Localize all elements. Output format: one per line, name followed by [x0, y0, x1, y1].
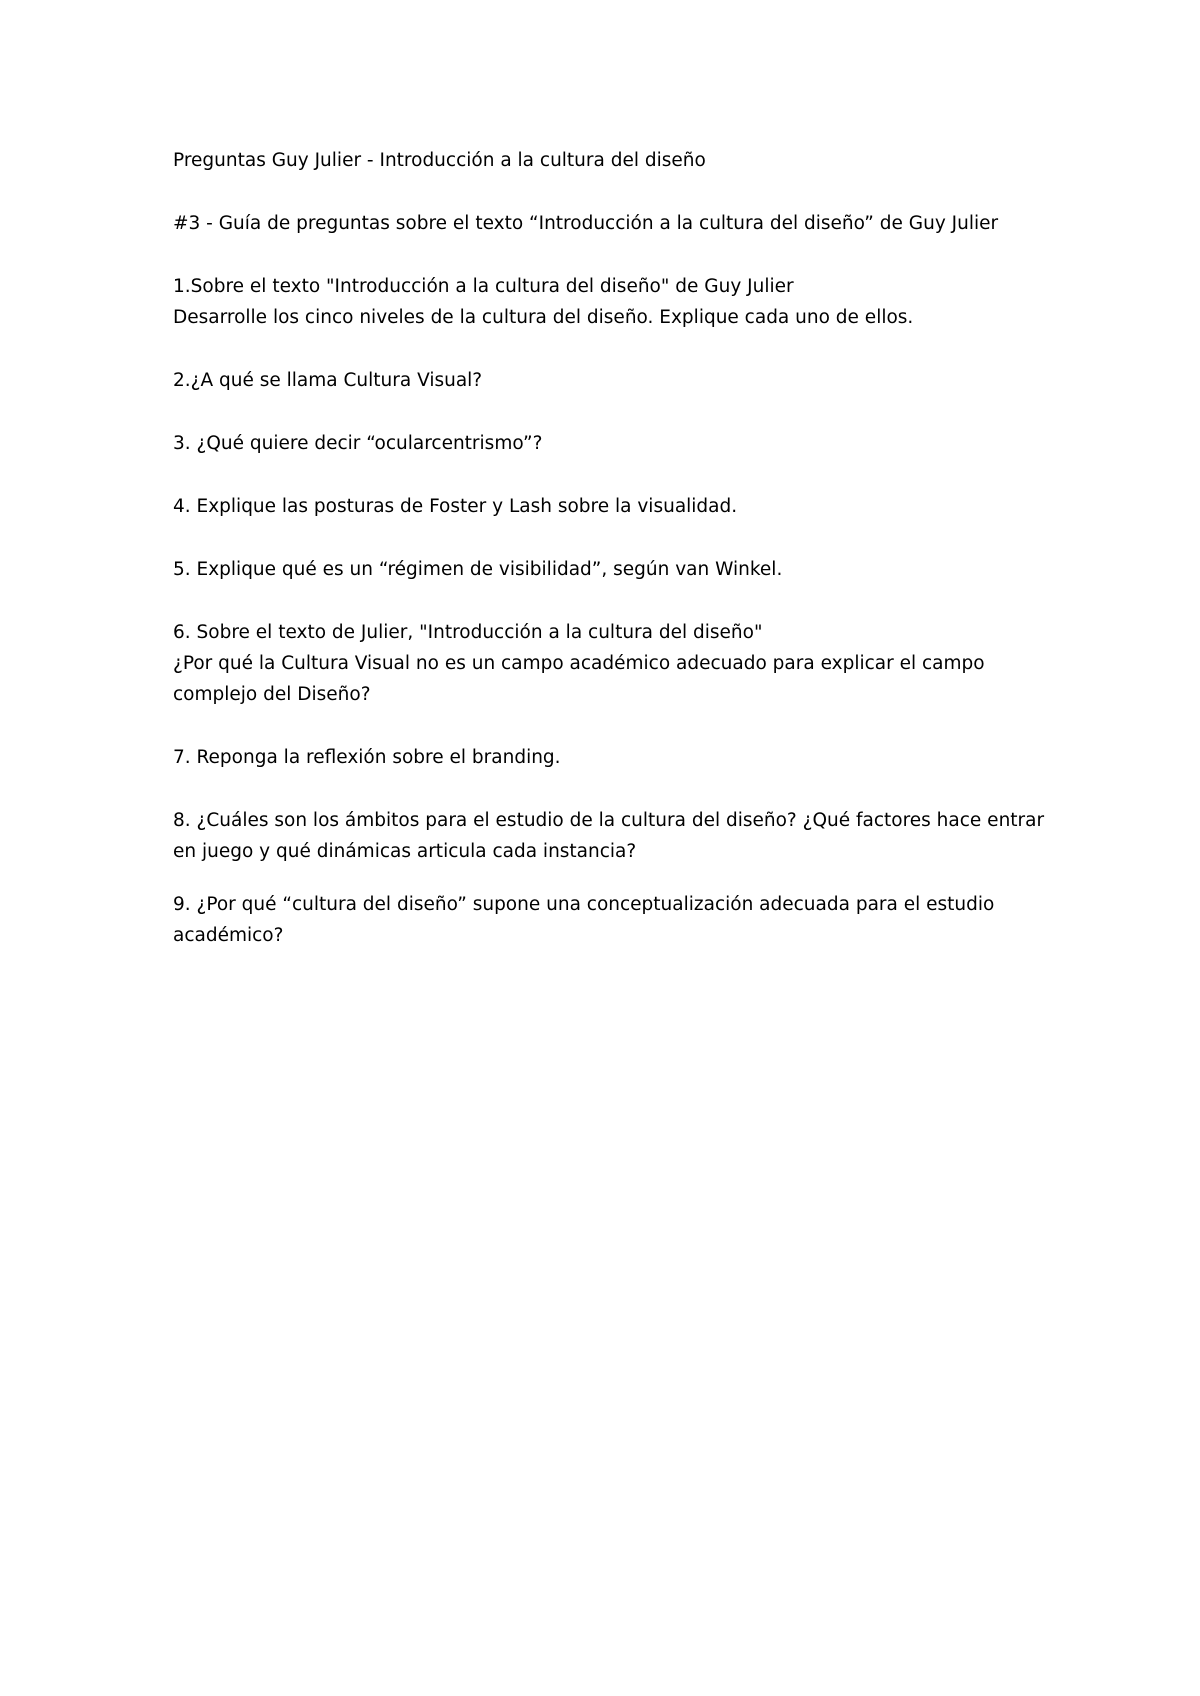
question-4 — [173, 491, 1053, 522]
question-5-line-1: 5. Explique qué es un “régimen de visibilidad”, según van Winkel. — [173, 559, 783, 580]
question-6-line-2: ¿Por qué la Cultura Visual no es un campo académico adecuado para explicar el campo — [173, 653, 985, 674]
document-subtitle-text: #3 - Guía de preguntas sobre el texto “Introducción a la cultura del diseño” de Guy Julier — [173, 213, 999, 234]
question-9 — [173, 889, 1053, 951]
document-title-text: Preguntas Guy Julier - Introducción a la cultura del diseño — [173, 150, 706, 171]
document-body — [173, 145, 1053, 951]
question-7 — [173, 742, 1053, 773]
question-8-line-1: 8. ¿Cuáles son los ámbitos para el estudio de la cultura del diseño? ¿Qué factores hace entrar — [173, 810, 1045, 831]
question-9-line-1: 9. ¿Por qué “cultura del diseño” supone una conceptualización adecuada para el estudio — [173, 894, 995, 915]
question-8-line-2: en juego y qué dinámicas articula cada instancia? — [173, 841, 637, 862]
question-8 — [173, 805, 1053, 867]
question-3-line-1: 3. ¿Qué quiere decir “ocularcentrismo”? — [173, 433, 543, 454]
question-6-line-1: 6. Sobre el texto de Julier, "Introducción a la cultura del diseño" — [173, 622, 763, 643]
document-title — [173, 145, 1053, 176]
question-7-line-1: 7. Reponga la reflexión sobre el branding. — [173, 747, 561, 768]
question-2-line-1: 2.¿A qué se llama Cultura Visual? — [173, 370, 483, 391]
question-3 — [173, 428, 1053, 459]
question-6-line-3: complejo del Diseño? — [173, 684, 371, 705]
question-1-line-1: 1.Sobre el texto "Introducción a la cultura del diseño" de Guy Julier — [173, 276, 794, 297]
question-4-line-1: 4. Explique las posturas de Foster y Lash sobre la visualidad. — [173, 496, 738, 517]
question-6 — [173, 617, 1053, 710]
question-9-line-2: académico? — [173, 925, 284, 946]
document-subtitle — [173, 208, 1053, 239]
question-1-line-2: Desarrolle los cinco niveles de la cultura del diseño. Explique cada uno de ellos. — [173, 307, 914, 328]
question-1 — [173, 271, 1053, 333]
question-5 — [173, 554, 1053, 585]
question-2 — [173, 365, 1053, 396]
